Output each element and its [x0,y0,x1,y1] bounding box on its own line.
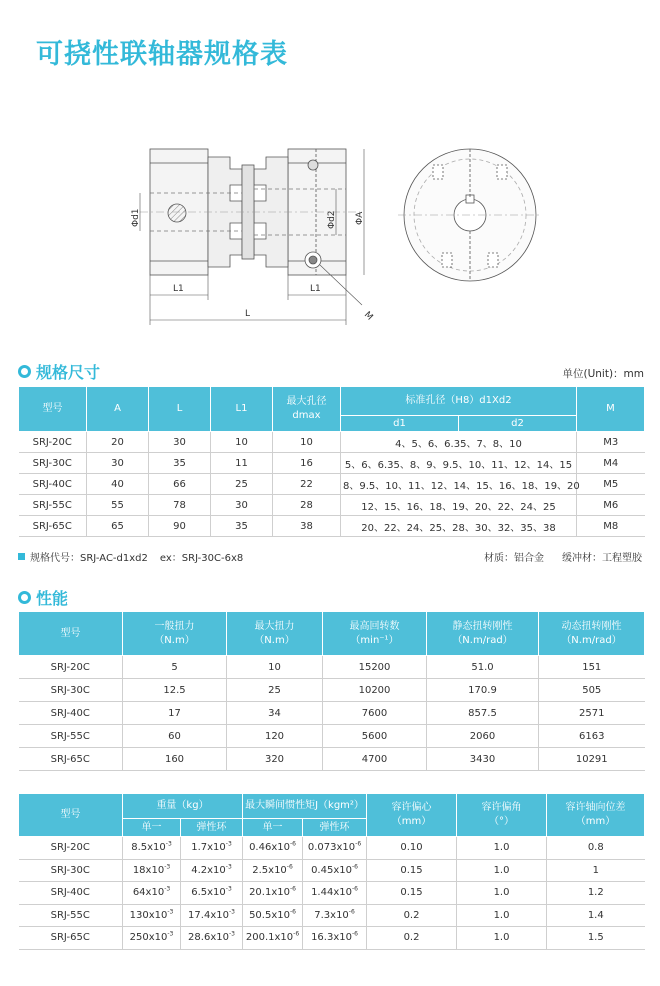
cell: 120 [227,725,323,748]
table-row [19,432,645,453]
cell: 160 [123,748,227,771]
cell: 15200 [323,656,427,679]
cell-angle: 1.0 [457,882,547,905]
buffer-note: 缓冲材：工程塑胶 [562,553,642,564]
cell-dmax: 22 [273,474,341,495]
cell-a: 40 [87,474,149,495]
exponent: -3 [228,908,235,916]
inertia-sub-ring: 弹性环 [303,819,367,837]
spec-note [18,549,644,564]
header-line2: （mm） [391,816,432,827]
header-line2: （N.m/rad） [561,634,622,646]
cell-axial: 1.4 [547,904,645,927]
cell: SRJ-55C [19,725,123,748]
cell-inertia-single [243,882,303,905]
cell-angle: 1.0 [457,927,547,950]
cell: 2571 [539,702,645,725]
cell: 7600 [323,702,427,725]
cell-angle: 1.0 [457,859,547,882]
cell: 320 [227,748,323,771]
cell-bore: 20、22、24、25、28、30、32、35、38 [341,516,577,537]
value: 0.45x10 [311,864,352,876]
cell-model: SRJ-20C [19,837,123,860]
cell-bore: 8、9.5、10、11、12、14、15、16、18、19、20 [341,474,577,495]
cell: 5 [123,656,227,679]
weight-header-weight: 重量（kg） [123,794,243,819]
cell-bore: 12、15、16、18、19、20、22、24、25 [341,495,577,516]
perf-header-model [19,612,123,656]
cell-offset: 0.15 [367,859,457,882]
exponent: -6 [351,930,358,938]
cell-m: M8 [577,516,645,537]
material-note: 材质：铝合金 [484,553,544,564]
weight-table [18,793,645,950]
cell: 12.5 [123,679,227,702]
exponent: -3 [225,840,232,848]
cell-inertia-single [243,837,303,860]
weight-sub-ring: 弹性环 [181,819,243,837]
weight-sub-single: 单一 [123,819,181,837]
cell-inertia-single [243,859,303,882]
cell-weight-single [123,904,181,927]
m-label: M [361,310,375,323]
exponent: -6 [289,908,296,916]
cell-axial: 0.8 [547,837,645,860]
weight-header-offset [367,794,457,837]
cell-model: SRJ-30C [19,453,87,474]
header-line2: （°） [489,816,515,827]
l1-right-label: L1 [310,284,321,294]
header-line2: （mm） [575,816,616,827]
exponent: -3 [225,885,232,893]
spec-header-m: M [577,387,645,432]
cell: 6163 [539,725,645,748]
perf-header-torque [123,612,227,656]
d2-label: Φd2 [327,210,337,229]
exponent: -6 [351,863,358,871]
cell-a: 20 [87,432,149,453]
cell: 2060 [427,725,539,748]
cell-weight-ring [181,882,243,905]
spec-header-dmax [273,387,341,432]
exponent: -3 [164,885,171,893]
exponent: -6 [351,885,358,893]
header-line2: （N.m/rad） [452,634,513,646]
cell-weight-single [123,927,181,950]
cell-bore: 4、5、6、6.35、7、8、10 [341,432,577,453]
value: 2.5x10 [252,864,287,876]
perf-header-static-stiffness [427,612,539,656]
exponent: -3 [165,840,172,848]
cell-model: SRJ-30C [19,859,123,882]
cell: 10 [227,656,323,679]
value: 20.1x10 [249,887,290,899]
l-label: L [245,309,251,319]
weight-header-model: 型号 [19,794,123,837]
table-row [19,679,645,702]
cell-model: SRJ-55C [19,904,123,927]
cell-weight-single [123,837,181,860]
cell: SRJ-40C [19,702,123,725]
cell-offset: 0.10 [367,837,457,860]
spec-section-label: 规格尺寸 [36,363,101,382]
cell-l: 35 [149,453,211,474]
cell-l1: 10 [211,432,273,453]
spec-table [18,386,645,537]
cell-a: 65 [87,516,149,537]
table-row [19,453,645,474]
cell-a: 55 [87,495,149,516]
spec-example: ex：SRJ-30C-6x8 [159,553,244,564]
cell: 60 [123,725,227,748]
value: 1.44x10 [311,887,352,899]
perf-section-label: 性能 [36,589,69,608]
header-line2: （N.m） [254,634,295,646]
cell-l1: 35 [211,516,273,537]
cell: 4700 [323,748,427,771]
table-row [19,748,645,771]
cell-model: SRJ-40C [19,474,87,495]
exponent: -6 [355,840,362,848]
exponent: -3 [167,908,174,916]
inertia-sub-single: 单一 [243,819,303,837]
spec-header-l: L [149,387,211,432]
cell: 10291 [539,748,645,771]
table-row [19,859,645,882]
cell-inertia-ring [303,927,367,950]
header-line1: 静态扭转刚性 [452,620,513,632]
exponent: -6 [289,885,296,893]
perf-header-max-torque [227,612,323,656]
cell-axial: 1.5 [547,927,645,950]
weight-header-angle [457,794,547,837]
perf-table [18,611,645,771]
dmax-line2: dmax [292,410,321,421]
cell-model: SRJ-40C [19,882,123,905]
cell-offset: 0.2 [367,904,457,927]
cell-inertia-ring [303,904,367,927]
cell: 3430 [427,748,539,771]
cell: 151 [539,656,645,679]
exponent: -3 [167,930,174,938]
cell-weight-single [123,859,181,882]
spec-header-d1: d1 [341,416,459,432]
header-line2: （N.m） [154,634,195,646]
cell-dmax: 16 [273,453,341,474]
cell-bore: 5、6、6.35、8、9、9.5、10、11、12、14、15 [341,453,577,474]
coupling-drawing [130,135,560,340]
spec-section-heading [18,360,100,383]
perf-header-dynamic-stiffness [539,612,645,656]
value: 0.46x10 [249,842,290,854]
value: 28.6x10 [188,932,229,944]
cell-l1: 25 [211,474,273,495]
header-line2: （min⁻¹） [350,634,399,646]
cell-m: M5 [577,474,645,495]
cell: 170.9 [427,679,539,702]
circle-bullet-icon [18,591,31,604]
perf-section-heading [18,586,68,609]
table-row [19,882,645,905]
header-line1: 型号 [60,627,81,639]
value: 130x10 [129,909,168,921]
spec-code: 规格代号：SRJ-AC-d1xd2 [30,553,148,564]
value: 16.3x10 [311,932,352,944]
value: 1.7x10 [191,842,226,854]
spec-header-a: A [87,387,149,432]
header-line1: 容许偏心 [391,802,432,813]
cell-model: SRJ-20C [19,432,87,453]
cell-l: 78 [149,495,211,516]
cell: 17 [123,702,227,725]
cell-weight-ring [181,904,243,927]
a-label: ΦA [355,211,365,225]
table-row [19,516,645,537]
cell-l: 30 [149,432,211,453]
weight-header-axial [547,794,645,837]
cell-angle: 1.0 [457,904,547,927]
cell-a: 30 [87,453,149,474]
cell-dmax: 10 [273,432,341,453]
cell-l1: 30 [211,495,273,516]
cell: 857.5 [427,702,539,725]
cell: 51.0 [427,656,539,679]
cell: SRJ-20C [19,656,123,679]
spec-header-model: 型号 [19,387,87,432]
cell-axial: 1.2 [547,882,645,905]
table-row [19,725,645,748]
value: 64x10 [132,887,165,899]
value: 250x10 [129,932,168,944]
value: 8.5x10 [131,842,166,854]
cell: 10200 [323,679,427,702]
dmax-line1: 最大孔径 [286,396,327,407]
cell-model: SRJ-55C [19,495,87,516]
cell-dmax: 38 [273,516,341,537]
cell-angle: 1.0 [457,837,547,860]
cell-l1: 11 [211,453,273,474]
spec-header-d2: d2 [459,416,577,432]
square-bullet-icon [18,553,25,560]
cell-weight-ring [181,859,243,882]
cell-offset: 0.2 [367,927,457,950]
table-row [19,702,645,725]
exponent: -3 [164,863,171,871]
cell: 5600 [323,725,427,748]
table-row [19,656,645,679]
value: 0.073x10 [307,842,356,854]
value: 4.2x10 [191,864,226,876]
header-line1: 最高回转数 [349,620,400,632]
value: 7.3x10 [314,909,349,921]
cell: SRJ-30C [19,679,123,702]
page-title: 可挠性联轴器规格表 [36,39,288,70]
header-line1: 容许偏角 [481,802,522,813]
exponent: -3 [228,930,235,938]
cell-axial: 1 [547,859,645,882]
table-row [19,927,645,950]
cell: 505 [539,679,645,702]
d1-label: Φd1 [131,208,141,227]
value: 18x10 [132,864,165,876]
l1-left-label: L1 [173,284,184,294]
cell-l: 66 [149,474,211,495]
cell: SRJ-65C [19,748,123,771]
cell-model: SRJ-65C [19,516,87,537]
value: 200.1x10 [245,932,294,944]
unit-note: 单位(Unit)：mm [562,368,644,380]
cell-weight-ring [181,927,243,950]
exponent: -6 [293,930,300,938]
value: 50.5x10 [249,909,290,921]
weight-header-inertia: 最大瞬间惯性矩J（kgm²） [243,794,367,819]
exponent: -6 [289,840,296,848]
spec-header-l1: L1 [211,387,273,432]
spec-header-bore: 标准孔径（H8）d1Xd2 [341,387,577,416]
table-row [19,495,645,516]
table-row [19,904,645,927]
header-line1: 容许轴向位差 [565,802,626,813]
cell-l: 90 [149,516,211,537]
cell-m: M4 [577,453,645,474]
cell-m: M3 [577,432,645,453]
cell-dmax: 28 [273,495,341,516]
header-line1: 一般扭力 [154,620,195,632]
cell: 25 [227,679,323,702]
cell-model: SRJ-65C [19,927,123,950]
cell-weight-single [123,882,181,905]
cell-offset: 0.15 [367,882,457,905]
table-row [19,837,645,860]
cell-inertia-ring [303,859,367,882]
exponent: -6 [286,863,293,871]
header-line1: 动态扭转刚性 [561,620,622,632]
cell-inertia-ring [303,882,367,905]
table-row [19,474,645,495]
perf-header-max-rpm [323,612,427,656]
cell-inertia-ring [303,837,367,860]
cell-weight-ring [181,837,243,860]
header-line1: 最大扭力 [254,620,295,632]
value: 17.4x10 [188,909,229,921]
circle-bullet-icon [18,365,31,378]
cell-inertia-single [243,904,303,927]
value: 6.5x10 [191,887,226,899]
exponent: -6 [348,908,355,916]
cell-m: M6 [577,495,645,516]
exponent: -3 [225,863,232,871]
cell-inertia-single [243,927,303,950]
cell: 34 [227,702,323,725]
